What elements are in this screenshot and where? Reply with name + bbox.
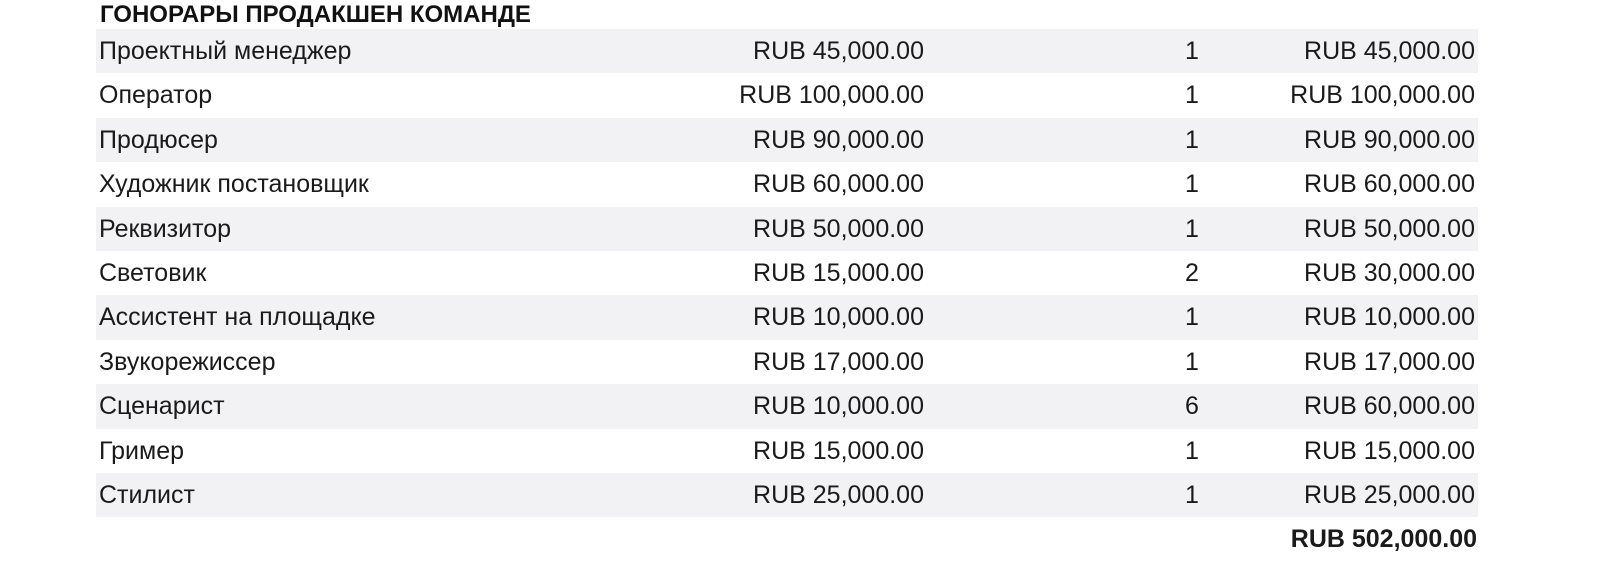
role-name: Продюсер — [99, 125, 218, 154]
fees-table — [96, 29, 1478, 517]
line-total: RUB 45,000.00 — [1304, 37, 1475, 65]
role-name: Сценарист — [99, 392, 225, 421]
role-name: Проектный менеджер — [99, 37, 352, 65]
quantity: 1 — [1185, 170, 1199, 199]
quantity: 2 — [1185, 258, 1199, 287]
role-name: Световик — [99, 258, 207, 287]
line-total: RUB 10,000.00 — [1304, 303, 1475, 332]
section-title: ГОНОРАРЫ ПРОДАКШЕН КОМАНДЕ — [100, 1, 531, 28]
line-total: RUB 30,000.00 — [1304, 258, 1475, 287]
table-row — [96, 251, 1478, 295]
table-row — [96, 295, 1478, 339]
line-total: RUB 50,000.00 — [1304, 214, 1475, 243]
role-name: Реквизитор — [99, 214, 232, 243]
unit-rate: RUB 45,000.00 — [753, 37, 924, 65]
line-total: RUB 17,000.00 — [1304, 347, 1475, 376]
line-total: RUB 15,000.00 — [1304, 436, 1475, 465]
quantity: 1 — [1185, 125, 1199, 154]
grand-total: RUB 502,000.00 — [1290, 525, 1477, 553]
table-row — [96, 29, 1478, 73]
unit-rate: RUB 15,000.00 — [753, 258, 924, 287]
table-row — [96, 162, 1478, 206]
unit-rate: RUB 15,000.00 — [753, 436, 924, 465]
quantity: 1 — [1185, 214, 1199, 243]
table-row — [96, 118, 1478, 162]
role-name: Ассистент на площадке — [99, 303, 376, 332]
table-row — [96, 340, 1478, 384]
role-name: Оператор — [99, 81, 213, 110]
unit-rate: RUB 90,000.00 — [753, 125, 924, 154]
table-row — [96, 73, 1478, 117]
line-total: RUB 60,000.00 — [1304, 170, 1475, 199]
role-name: Художник постановщик — [99, 170, 369, 199]
quantity: 1 — [1185, 37, 1199, 65]
role-name: Звукорежиссер — [99, 347, 276, 376]
table-row — [96, 473, 1478, 517]
quantity: 1 — [1185, 480, 1199, 509]
quantity: 1 — [1185, 436, 1199, 465]
unit-rate: RUB 10,000.00 — [753, 303, 924, 332]
table-row — [96, 384, 1478, 428]
quantity: 6 — [1185, 392, 1199, 421]
role-name: Гример — [99, 436, 184, 465]
quantity: 1 — [1185, 81, 1199, 110]
line-total: RUB 60,000.00 — [1304, 392, 1475, 421]
quantity: 1 — [1185, 347, 1199, 376]
role-name: Стилист — [99, 480, 195, 509]
unit-rate: RUB 17,000.00 — [753, 347, 924, 376]
unit-rate: RUB 100,000.00 — [739, 81, 924, 110]
unit-rate: RUB 25,000.00 — [753, 480, 924, 509]
unit-rate: RUB 60,000.00 — [753, 170, 924, 199]
line-total: RUB 100,000.00 — [1290, 81, 1475, 110]
unit-rate: RUB 10,000.00 — [753, 392, 924, 421]
line-total: RUB 90,000.00 — [1304, 125, 1475, 154]
unit-rate: RUB 50,000.00 — [753, 214, 924, 243]
quantity: 1 — [1185, 303, 1199, 332]
table-row — [96, 429, 1478, 473]
line-total: RUB 25,000.00 — [1304, 480, 1475, 509]
table-row — [96, 207, 1478, 251]
